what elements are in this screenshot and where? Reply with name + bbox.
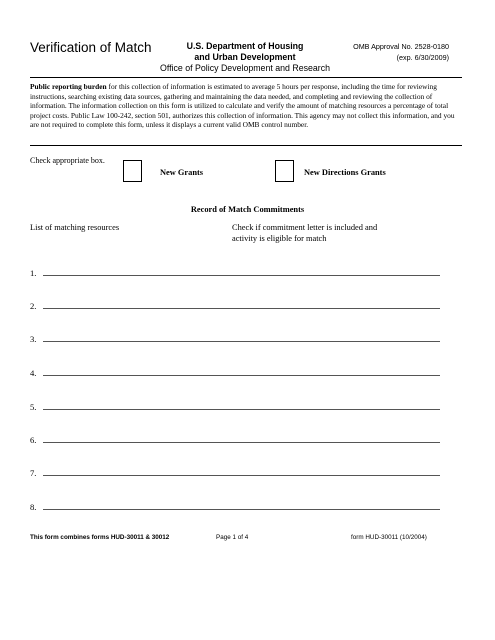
- match-line-3[interactable]: [30, 330, 440, 344]
- line-number: 2.: [30, 301, 37, 311]
- entry-line: [43, 509, 440, 510]
- entry-line: [43, 308, 440, 309]
- entry-line: [43, 475, 440, 476]
- burden-divider: [30, 145, 462, 146]
- match-line-7[interactable]: [30, 464, 440, 478]
- match-line-1[interactable]: [30, 264, 440, 278]
- entry-line: [43, 409, 440, 410]
- omb-approval-number: OMB Approval No. 2528-0180: [353, 42, 449, 51]
- record-title: Record of Match Commitments: [190, 205, 305, 214]
- burden-statement: [30, 82, 462, 130]
- line-number: 4.: [30, 368, 37, 378]
- line-number: 5.: [30, 402, 37, 412]
- line-number: 7.: [30, 468, 37, 478]
- agency-name-line1: U.S. Department of Housing: [186, 41, 304, 51]
- header-divider: [30, 77, 462, 78]
- line-number: 6.: [30, 435, 37, 445]
- match-line-8[interactable]: [30, 498, 440, 512]
- burden-lead: Public reporting burden: [30, 82, 107, 91]
- footer-form-combination: This form combines forms HUD-30011 & 30012: [30, 534, 170, 541]
- new-directions-grants-checkbox[interactable]: [275, 160, 294, 182]
- line-number: 3.: [30, 334, 37, 344]
- agency-office: Office of Policy Development and Research: [160, 63, 330, 73]
- agency-block: [160, 41, 330, 74]
- form-title: Verification of Match: [30, 40, 152, 55]
- entry-line: [43, 341, 440, 342]
- burden-text: for this collection of information is estimated to average 5 hours per response, including the time for reviewing instructions, searching existing data sources, gathering and maintaining the data needed, and completing and reviewing the collection of information. The information collection on this form is utilized to calculate and verify the amount of matching resources a percentage of total project costs. Public Law 100-242, section 501, authorizes this collection of information. This agency may not collect this information, and you are not required to complete this form, unless it displays a current valid OMB control number.: [30, 82, 455, 129]
- line-number: 1.: [30, 268, 37, 278]
- check-instruction: Check appropriate box.: [30, 156, 105, 165]
- new-grants-label: New Grants: [160, 168, 204, 177]
- footer-form-id: form HUD-30011 (10/2004): [351, 534, 427, 541]
- omb-block: [353, 41, 449, 63]
- commitment-check-note: Check if commitment letter is included and activity is eligible for match: [232, 223, 378, 243]
- entry-line: [43, 375, 440, 376]
- entry-line: [43, 275, 440, 276]
- match-line-5[interactable]: [30, 398, 440, 412]
- match-line-2[interactable]: [30, 297, 440, 311]
- footer-page-number: Page 1 of 4: [216, 534, 249, 541]
- match-line-4[interactable]: [30, 364, 440, 378]
- entry-line: [43, 442, 440, 443]
- new-grants-checkbox[interactable]: [123, 160, 142, 182]
- match-line-6[interactable]: [30, 431, 440, 445]
- line-number: 8.: [30, 502, 37, 512]
- agency-name-line2: and Urban Development: [194, 52, 296, 62]
- matching-resources-label: List of matching resources: [30, 223, 120, 232]
- new-directions-grants-label: New Directions Grants: [304, 168, 386, 177]
- omb-expiration: (exp. 6/30/2009): [396, 53, 449, 62]
